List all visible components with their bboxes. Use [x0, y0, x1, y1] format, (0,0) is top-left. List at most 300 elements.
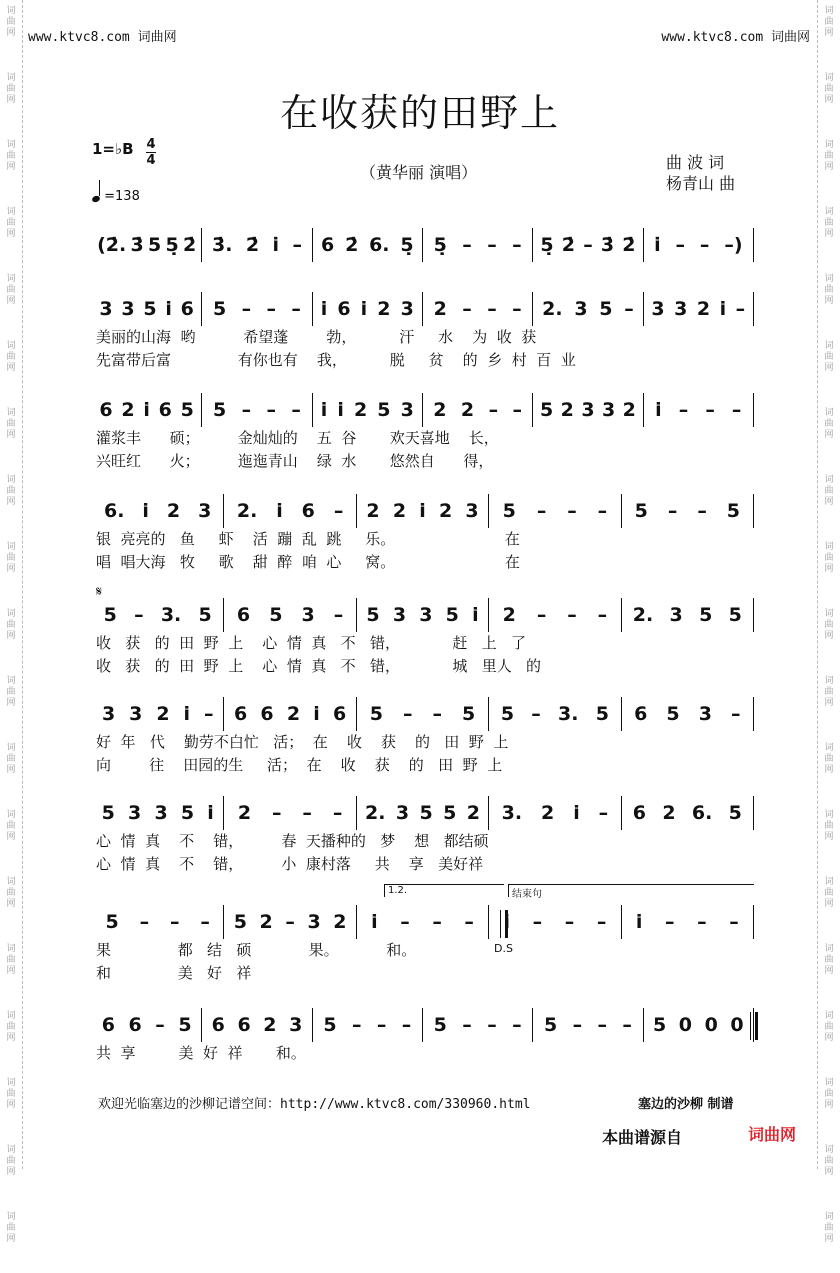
watermark-mark: 词 曲 网 [824, 73, 834, 105]
note: 2 [392, 500, 407, 522]
note: i [207, 802, 214, 824]
note: i [472, 604, 479, 626]
lyric-line: 收 获 的 田 野 上 心 情 真 不 错， 城 里人 的 [96, 657, 542, 675]
note: i [276, 500, 283, 522]
note: 5 [699, 604, 713, 626]
score-system [92, 228, 754, 262]
measure [92, 292, 201, 326]
note: 2. [236, 500, 258, 522]
lyric-line: 美丽的山海 哟 希望蓬 勃， 汗 水 为 收 获 [96, 328, 537, 346]
watermark-mark: 词 曲 网 [824, 944, 834, 976]
note: 3 [121, 298, 135, 320]
lyric-line: 收 获 的 田 野 上 心 情 真 不 错， 赶 上 了 [96, 634, 527, 652]
note: 2 [466, 802, 480, 824]
note: 5 [500, 703, 515, 725]
note: – [536, 500, 547, 522]
note: 5 [180, 802, 195, 824]
note: – [432, 703, 442, 725]
note: – [699, 234, 710, 256]
watermark-mark: 词 曲 网 [6, 274, 16, 306]
time-signature [146, 138, 156, 167]
note: – [170, 911, 180, 933]
measure [643, 228, 753, 262]
note: 2 [662, 802, 676, 824]
repeat-barline [500, 910, 508, 938]
measure [92, 393, 201, 427]
note: – [376, 1014, 387, 1036]
note: – [203, 703, 214, 725]
note: – [351, 1014, 362, 1036]
note: – [401, 1014, 412, 1036]
measure [92, 1008, 201, 1042]
note: 5̣ [165, 234, 179, 256]
score-system [92, 598, 754, 678]
note: 6 [634, 703, 648, 725]
watermark-mark: 词 曲 网 [6, 341, 16, 373]
lyric-line: 银 亮亮的 鱼 虾 活 蹦 乱 跳 乐。 在 [96, 530, 520, 548]
note: 5̣ [400, 234, 414, 256]
singer-credit: （黄华丽 演唱） [360, 163, 478, 182]
note: – [597, 1014, 608, 1036]
dal-segno-mark: D.S [494, 942, 513, 955]
measure [223, 905, 355, 939]
lyric-line: 和 美 好 祥 [96, 964, 252, 982]
note: 3 [400, 399, 414, 421]
measure [532, 1008, 642, 1042]
measure [488, 796, 620, 830]
header-right-url[interactable]: www.ktvc8.com 词曲网 [661, 30, 810, 45]
note: – [665, 911, 675, 933]
measure [488, 697, 620, 731]
note: 5 [101, 802, 115, 824]
note: 5 [728, 802, 742, 824]
note: 2 [353, 399, 368, 421]
note: 5 [599, 298, 613, 320]
note: – [400, 911, 410, 933]
note: i [183, 703, 190, 725]
note: 3 [698, 703, 712, 725]
measure [356, 905, 488, 939]
note: 3̇ [130, 234, 144, 256]
watermark-mark: 词 曲 网 [824, 810, 834, 842]
note: – [488, 399, 499, 421]
note: –) [724, 234, 743, 256]
watermark-mark: 词 曲 网 [824, 877, 834, 909]
note: 6. [369, 234, 390, 256]
note: 5̣ [433, 234, 447, 256]
note: i̇ [272, 234, 280, 256]
watermark-mark: 词 曲 网 [6, 207, 16, 239]
note: 2 [377, 298, 391, 320]
note: 3 [669, 604, 683, 626]
note: 2 [366, 500, 380, 522]
note: 3 [465, 500, 479, 522]
note: – [272, 802, 282, 824]
note: 6 [211, 1014, 225, 1036]
note: 2 [460, 399, 475, 421]
note: 6. [103, 500, 125, 522]
note: 3̇ [600, 234, 615, 256]
note: 3 [400, 298, 414, 320]
note: 6 [158, 399, 172, 421]
note: 2 [259, 911, 273, 933]
note: 3 [392, 604, 407, 626]
lyric-line: 心 情 真 不 错， 小 康村落 共 享 美好祥 [96, 855, 484, 873]
header-left-url[interactable]: www.ktvc8.com 词曲网 [28, 30, 177, 45]
note: 6 [101, 1014, 115, 1036]
note: – [155, 1014, 165, 1036]
note: 2 [433, 298, 447, 320]
volta-final-ending: 结束句 [508, 884, 754, 897]
score-system [92, 697, 754, 777]
note: 2 [433, 399, 447, 421]
measure [92, 228, 201, 262]
note: – [139, 911, 150, 933]
watermark-mark: 词 曲 网 [824, 341, 834, 373]
notes-row [92, 1008, 754, 1042]
note: 2. [632, 604, 654, 626]
note: – [567, 500, 577, 522]
note: – [622, 1014, 632, 1036]
note: 5 [595, 703, 609, 725]
note: – [531, 703, 541, 725]
note: 3 [154, 802, 168, 824]
note: i [143, 399, 150, 421]
note: – [403, 703, 413, 725]
measure [422, 1008, 532, 1042]
measure [201, 228, 311, 262]
note: 5 [726, 500, 741, 522]
note: i [313, 703, 320, 725]
note: – [266, 399, 277, 421]
watermark-mark: 词 曲 网 [824, 676, 834, 708]
note: 3. [160, 604, 182, 626]
measure [223, 598, 355, 632]
note: – [678, 399, 689, 421]
quarter-note-icon [91, 195, 101, 203]
note: i [573, 802, 580, 824]
measure [488, 598, 620, 632]
watermark-mark: 词 曲 网 [824, 743, 834, 775]
note: – [596, 911, 607, 933]
meter-top: 4 [146, 137, 156, 152]
measure [312, 1008, 422, 1042]
watermark-mark: 词 曲 网 [6, 877, 16, 909]
note: 5 [147, 234, 162, 256]
note: 2 [622, 399, 636, 421]
measure [621, 494, 753, 528]
note: – [597, 604, 608, 626]
watermark-mark: 词 曲 网 [6, 542, 16, 574]
note: – [512, 1014, 522, 1036]
measure [312, 292, 422, 326]
lyric-line: 唱 唱大海 牧 歌 甜 醉 咱 心 窝。 在 [96, 553, 520, 571]
note: 6 [332, 703, 347, 725]
volta-first-ending: 1.2. [384, 884, 504, 897]
note: 5 [445, 604, 459, 626]
note: – [241, 399, 252, 421]
note: – [285, 911, 295, 933]
note: i [360, 298, 368, 320]
note: i [719, 298, 727, 320]
note: 6 [260, 703, 274, 725]
measure [488, 494, 620, 528]
measure [422, 292, 532, 326]
note: 2 [560, 399, 574, 421]
note: 3 [419, 604, 433, 626]
note: – [572, 1014, 583, 1036]
left-watermark-strip [0, 0, 23, 1244]
measure [92, 598, 223, 632]
note: 5 [502, 500, 516, 522]
note: 2 [237, 802, 252, 824]
note: 5 [544, 1014, 558, 1036]
watermark-mark: 词 曲 网 [6, 73, 16, 105]
watermark-mark: 词 曲 网 [6, 408, 16, 440]
watermark-mark: 词 曲 网 [6, 609, 16, 641]
note: 5 [213, 399, 227, 421]
note: 5 [377, 399, 391, 421]
note: – [667, 500, 678, 522]
note: 6 [632, 802, 647, 824]
note: 3 [101, 703, 116, 725]
note: 5 [233, 911, 247, 933]
note: 5 [728, 604, 742, 626]
measure [356, 697, 488, 731]
score-system [92, 292, 754, 372]
note: 3 [581, 399, 595, 421]
note: i [142, 500, 149, 522]
note: 5̣ [540, 234, 554, 256]
note: 5 [369, 703, 384, 725]
watermark-mark: 词 曲 网 [824, 609, 834, 641]
measure [356, 796, 488, 830]
note: i [635, 911, 643, 933]
note: – [487, 1014, 497, 1036]
lyricist-credit: 曲 波 词 [666, 153, 725, 172]
note: 2̇ [622, 234, 636, 256]
note: – [200, 911, 210, 933]
note: 2 [541, 802, 555, 824]
note: 6 [99, 399, 113, 421]
score-system [92, 494, 754, 574]
watermark-mark: 词 曲 网 [824, 1011, 834, 1043]
score-system [92, 393, 754, 473]
note: 5 [323, 1014, 337, 1036]
notes-row [92, 796, 754, 830]
note: – [462, 234, 472, 256]
note: – [675, 234, 686, 256]
note: 3̇. [212, 234, 233, 256]
note: 3. [558, 703, 579, 725]
measure [621, 697, 753, 731]
note: 5 [666, 703, 680, 725]
note: 6 [337, 298, 351, 320]
note: 5 [443, 802, 457, 824]
final-barline [750, 1012, 758, 1040]
watermark-mark: 词 曲 网 [6, 810, 16, 842]
note: – [697, 500, 707, 522]
watermark-mark: 词 曲 网 [6, 1145, 16, 1177]
note: 3 [128, 802, 142, 824]
note: i [165, 298, 172, 320]
score-system [92, 796, 754, 876]
watermark-mark: 词 曲 网 [6, 475, 16, 507]
note: 2 [286, 703, 301, 725]
score-system [92, 905, 754, 985]
right-watermark-strip [817, 0, 840, 1244]
measure [92, 796, 223, 830]
note: – [597, 500, 608, 522]
note: 2 [333, 911, 347, 933]
lyric-line: 好 年 代 勤劳不白忙 活； 在 收 获 的 田 野 上 [96, 733, 509, 751]
watermark-mark: 词 曲 网 [6, 944, 16, 976]
transcriber-signature: 塞边的沙柳 制谱 [638, 1097, 734, 1112]
note: – [333, 604, 344, 626]
note: – [462, 1014, 472, 1036]
measure [422, 228, 532, 262]
note: 5 [180, 399, 194, 421]
lyric-line: 果 都 结 硕 果。 和。 [96, 941, 417, 959]
footer-note [98, 1093, 530, 1112]
measure [532, 292, 642, 326]
note: 3 [651, 298, 665, 320]
note: 3. [501, 802, 523, 824]
measure [356, 598, 488, 632]
note: – [583, 234, 593, 256]
note: 3 [674, 298, 688, 320]
note: – [735, 298, 746, 320]
note: 2 [156, 703, 170, 725]
watermark-mark: 词 曲 网 [824, 140, 834, 172]
note: 0 [730, 1014, 744, 1036]
lyric-line: 向 往 田园的生 活； 在 收 获 的 田 野 上 [96, 756, 503, 774]
measure [92, 494, 223, 528]
note: 3 [129, 703, 143, 725]
measure [312, 228, 422, 262]
note: – [564, 911, 575, 933]
lyric-line: 兴旺红 火； 迤迤青山 绿 水 悠然自 得， [96, 452, 494, 470]
note: 3 [301, 604, 315, 626]
key-signature: 1=♭B [92, 140, 134, 158]
note: – [333, 500, 344, 522]
notes-row [92, 393, 754, 427]
note: – [292, 234, 302, 256]
note: i [419, 500, 426, 522]
measure [621, 796, 753, 830]
notes-row [92, 905, 754, 939]
meter-bottom: 4 [146, 153, 156, 168]
note: – [532, 911, 543, 933]
note: 6. [691, 802, 713, 824]
watermark-mark: 词 曲 网 [824, 475, 834, 507]
note: – [487, 234, 497, 256]
note: – [291, 298, 301, 320]
note: 5 [419, 802, 433, 824]
note: 2 [502, 604, 516, 626]
note: i̇ [654, 234, 661, 256]
note: 5 [103, 604, 117, 626]
notes-row [92, 228, 754, 262]
note: 3 [307, 911, 321, 933]
brand-logo[interactable]: 词曲网 [748, 1125, 797, 1144]
footer-url[interactable]: http://www.ktvc8.com/330960.html [280, 1097, 531, 1112]
note: 3 [198, 500, 212, 522]
source-label: 本曲谱源自 [602, 1128, 683, 1147]
note: 5 [461, 703, 476, 725]
watermark-mark: 词 曲 网 [824, 542, 834, 574]
lyric-line: 共 享 美 好 祥 和。 [96, 1044, 306, 1062]
watermark-mark: 词 曲 网 [6, 1078, 16, 1110]
note: 6 [234, 703, 248, 725]
tempo-value: =138 [104, 189, 140, 204]
note: (2̇. [97, 234, 127, 256]
note: 5 [634, 500, 648, 522]
segno-mark: 𝄋 [96, 584, 103, 600]
measure [643, 1008, 753, 1042]
note: – [462, 298, 472, 320]
note: 5 [433, 1014, 447, 1036]
note: – [730, 703, 741, 725]
watermark-mark: 词 曲 网 [824, 408, 834, 440]
note: – [731, 399, 742, 421]
watermark-mark: 词 曲 网 [6, 6, 16, 38]
measure [201, 393, 311, 427]
note: 2̇ [561, 234, 576, 256]
note: – [705, 399, 715, 421]
note: 6 [301, 500, 315, 522]
note: – [266, 298, 277, 320]
note: – [512, 234, 522, 256]
note: i [320, 399, 328, 421]
note: – [512, 298, 522, 320]
watermark-mark: 词 曲 网 [6, 140, 16, 172]
notes-row [92, 598, 754, 632]
lyric-line: 灌浆丰 硕； 金灿灿的 五 谷 欢天喜地 长， [96, 429, 499, 447]
note: 6 [237, 1014, 251, 1036]
note: 2̇ [182, 234, 197, 256]
measure [92, 697, 223, 731]
measure [488, 905, 620, 939]
note: – [624, 298, 634, 320]
measure [223, 494, 355, 528]
score-system [92, 1008, 754, 1065]
watermark-mark: 词 曲 网 [824, 1212, 834, 1244]
footer-text: 欢迎光临塞边的沙柳记谱空间： [98, 1097, 281, 1112]
note: – [536, 604, 547, 626]
note: 5 [652, 1014, 667, 1036]
composer-credit: 杨青山 曲 [666, 174, 736, 193]
note: i [503, 911, 511, 933]
watermark-mark: 词 曲 网 [824, 207, 834, 239]
note: 6 [128, 1014, 142, 1036]
note: – [598, 802, 609, 824]
note: – [432, 911, 442, 933]
measure [621, 598, 753, 632]
measure [201, 1008, 311, 1042]
measure [643, 393, 753, 427]
note: – [697, 911, 707, 933]
note: i [655, 399, 662, 421]
note: 3 [289, 1014, 303, 1036]
note: – [567, 604, 577, 626]
note: 3 [395, 802, 410, 824]
note: 2̇ [345, 234, 359, 256]
note: 5 [198, 604, 212, 626]
notes-row [92, 494, 754, 528]
note: 2̇ [245, 234, 260, 256]
notes-row [92, 292, 754, 326]
